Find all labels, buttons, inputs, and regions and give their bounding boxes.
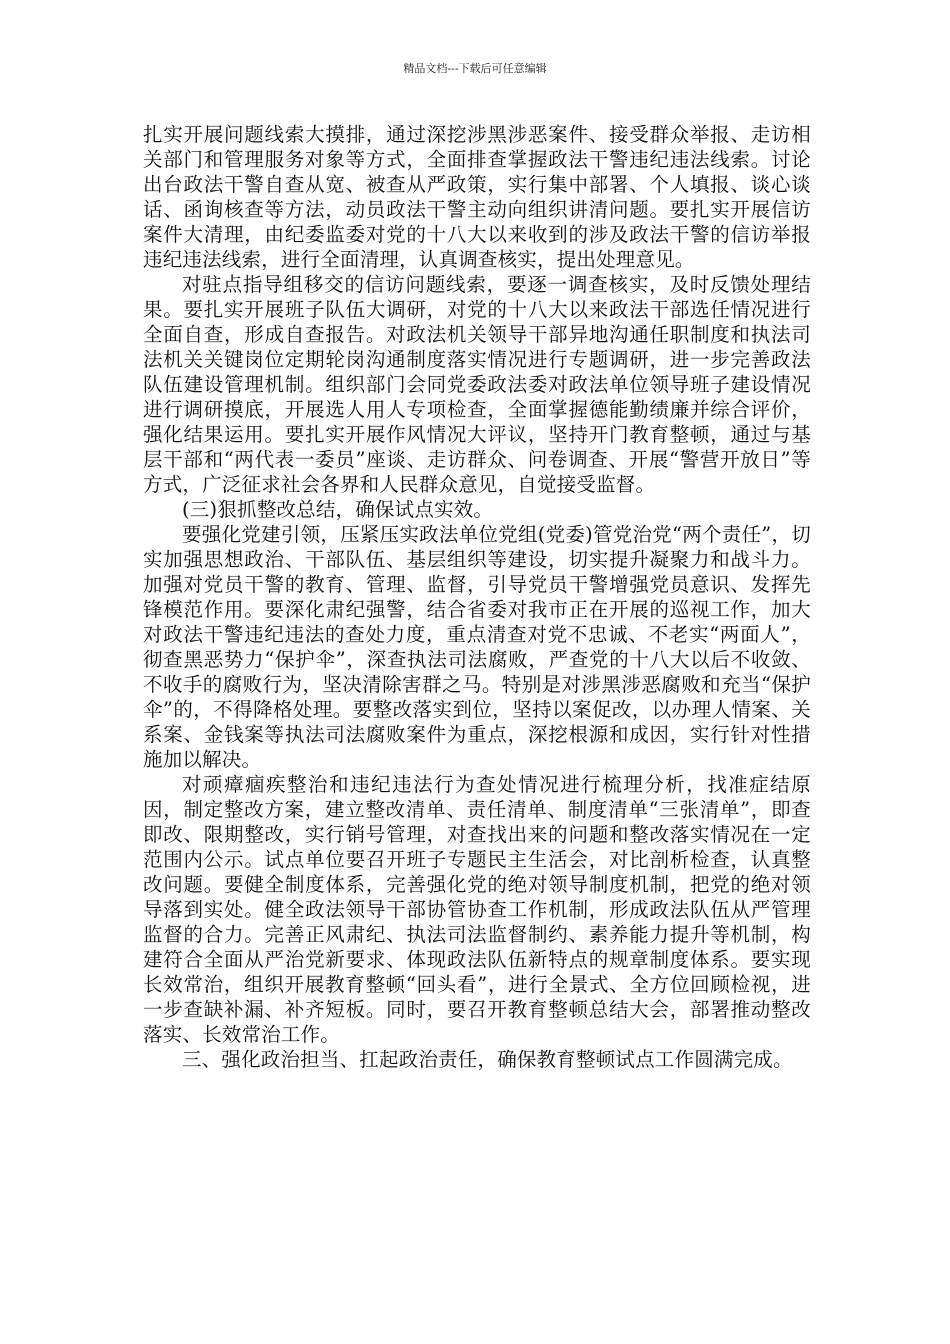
page-header: 精品文档---下载后可任意编辑 — [403, 62, 547, 75]
paragraph: 扎实开展问题线索大摸排，通过深挖涉黑涉恶案件、接受群众举报、走访相关部门和管理服务对象等方式，全面排查掌握政法干警违纪违法线索。讨论出台政法干警自查从宽、被查从严政策，实行集中部署、个人填报、谈心谈话、函询核查等方法，动员政法干警主动向组织讲清问题。要扎实开展信访案件大清理，由纪委监委对党的十八大以来收到的涉及政法干警的信访举报违纪违法线索，进行全面清理，认真调查核实，提出处理意见。 — [143, 123, 811, 271]
section-heading: (三)狠抓整改总结，确保试点实效。 — [182, 498, 494, 521]
section-heading: 三、强化政治担当、扛起政治责任，确保教育整顿试点工作圆满完成。 — [182, 1048, 793, 1071]
document-body — [143, 122, 811, 1072]
paragraph: 要强化党建引领，压紧压实政法单位党组(党委)管党治党“两个责任”，切实加强思想政治、干部队伍、基层组织等建设，切实提升凝聚力和战斗力。加强对党员干警的教育、管理、监督，引导党员干警增强党员意识、发挥先锋模范作用。要深化肃纪强警，结合省委对我市正在开展的巡视工作，加大对政法干警违纪违法的查处力度，重点清查对党不忠诚、不老实“两面人”，彻查黑恶势力“保护伞”，深查执法司法腐败，严查党的十八大以后不收敛、不收手的腐败行为，坚决清除害群之马。特别是对涉黑涉恶腐败和充当“保护伞”的，不得降格处理。要整改落实到位，坚持以案促改，以办理人情案、关系案、金钱案等执法司法腐败案件为重点，深挖根源和成因，实行针对性措施加以解决。 — [143, 523, 811, 771]
paragraph: 对驻点指导组移交的信访问题线索，要逐一调查核实，及时反馈处理结果。要扎实开展班子队伍大调研，对党的十八大以来政法干部选任情况进行全面自查，形成自查报告。对政法机关领导干部异地沟通任职制度和执法司法机关关键岗位定期轮岗沟通制度落实情况进行专题调研，进一步完善政法队伍建设管理机制。组织部门会同党委政法委对政法单位领导班子建设情况进行调研摸底，开展选人用人专项检查，全面掌握德能勤绩廉并综合评价，强化结果运用。要扎实开展作风情况大评议，坚持开门教育整顿，通过与基层干部和“两代表一委员”座谈、走访群众、问卷调查、开展“警营开放日”等方式，广泛征求社会各界和人民群众意见，自觉接受监督。 — [143, 273, 811, 496]
paragraph: 对顽瘴痼疾整治和违纪违法行为查处情况进行梳理分析，找准症结原因，制定整改方案，建立整改清单、责任清单、制度清单“三张清单”，即查即改、限期整改，实行销号管理，对查找出来的问题和整改落实情况在一定范围内公示。试点单位要召开班子专题民主生活会，对比剖析检查，认真整改问题。要健全制度体系，完善强化党的绝对领导制度机制，把党的绝对领导落到实处。健全政法领导干部协管协查工作机制，形成政法队伍从严管理监督的合力。完善正风肃纪、执法司法监督制约、素养能力提升等机制，构建符合全面从严治党新要求、体现政法队伍新特点的规章制度体系。要实现长效常治，组织开展教育整顿“回头看”，进行全景式、全方位回顾检视，进一步查缺补漏、补齐短板。同时，要召开教育整顿总结大会，部署推动整改落实、长效常治工作。 — [143, 773, 811, 1046]
